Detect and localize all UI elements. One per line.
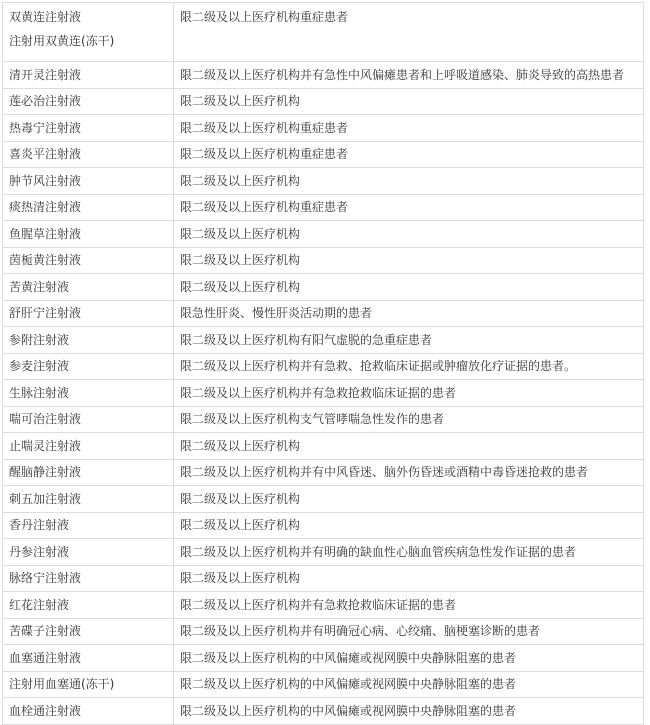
table-row: [3, 115, 644, 142]
table-row: [3, 300, 644, 327]
restriction-cell: 限二级及以上医疗机构并有中风昏迷、脑外伤昏迷或酒精中毒昏迷抢救的患者: [174, 459, 644, 486]
drug-name-cell: 止喘灵注射液: [3, 433, 174, 460]
table-body: [3, 3, 644, 725]
table-row: [3, 380, 644, 407]
drug-name-cell: 喘可治注射液: [3, 406, 174, 433]
drug-name-cell: 苦碟子注射液: [3, 618, 174, 645]
restriction-cell: 限二级及以上医疗机构重症患者: [174, 115, 644, 142]
table-row: [3, 645, 644, 672]
drug-name-cell: 参附注射液: [3, 327, 174, 354]
drug-name-cell: 痰热清注射液: [3, 194, 174, 221]
drug-name-cell: 血栓通注射液: [3, 698, 174, 725]
restriction-cell: 限二级及以上医疗机构: [174, 221, 644, 248]
restriction-cell: 限二级及以上医疗机构并有急救、抢救临床证据或肿瘤放化疗证据的患者。: [174, 353, 644, 380]
drug-name-cell: 醒脑静注射液: [3, 459, 174, 486]
restriction-cell: 限二级及以上医疗机构并有明确的缺血性心脑血管疾病急性发作证据的患者: [174, 539, 644, 566]
table-row: [3, 62, 644, 89]
table-row: [3, 459, 644, 486]
table-row: [3, 618, 644, 645]
restriction-cell: 限二级及以上医疗机构支气管哮喘急性发作的患者: [174, 406, 644, 433]
drug-name-cell: 鱼腥草注射液: [3, 221, 174, 248]
drug-name-cell: 莲必治注射液: [3, 88, 174, 115]
table-row: [3, 671, 644, 698]
drug-name-cell: [3, 3, 174, 62]
restriction-cell: 限二级及以上医疗机构的中风偏瘫或视网膜中央静脉阻塞的患者: [174, 671, 644, 698]
table-row: [3, 698, 644, 725]
restriction-cell: 限二级及以上医疗机构重症患者: [174, 194, 644, 221]
table-row: [3, 168, 644, 195]
restriction-cell: 限二级及以上医疗机构: [174, 168, 644, 195]
drug-name-cell: 生脉注射液: [3, 380, 174, 407]
drug-name-cell: 参麦注射液: [3, 353, 174, 380]
table-row: [3, 88, 644, 115]
drug-name-cell: 茵栀黄注射液: [3, 247, 174, 274]
drug-name-cell: 注射用血塞通(冻干): [3, 671, 174, 698]
drug-name-cell: 清开灵注射液: [3, 62, 174, 89]
drug-name-cell: 刺五加注射液: [3, 486, 174, 513]
drug-name: 注射用双黄连(冻干): [9, 34, 115, 48]
restriction-cell: 限二级及以上医疗机构并有急救抢救临床证据的患者: [174, 592, 644, 619]
drug-name-cell: 热毒宁注射液: [3, 115, 174, 142]
table-row: [3, 194, 644, 221]
table-row: [3, 406, 644, 433]
restriction-cell: 限二级及以上医疗机构重症患者: [174, 141, 644, 168]
restriction-cell: 限二级及以上医疗机构: [174, 247, 644, 274]
drug-name-cell: 脉络宁注射液: [3, 565, 174, 592]
table-row: [3, 3, 644, 62]
table-row: [3, 274, 644, 301]
drug-name-cell: 丹参注射液: [3, 539, 174, 566]
table-row: [3, 353, 644, 380]
restriction-cell: 限二级及以上医疗机构并有急救抢救临床证据的患者: [174, 380, 644, 407]
table-row: [3, 247, 644, 274]
table-row: [3, 221, 644, 248]
restriction-cell: 限二级及以上医疗机构的中风偏瘫或视网膜中央静脉阻塞的患者: [174, 698, 644, 725]
table-row: [3, 565, 644, 592]
restriction-cell: 限二级及以上医疗机构: [174, 486, 644, 513]
restriction-cell: 限二级及以上医疗机构: [174, 274, 644, 301]
drug-name-cell: 红花注射液: [3, 592, 174, 619]
drug-name-cell: 舒肝宁注射液: [3, 300, 174, 327]
restriction-cell: 限二级及以上医疗机构有阳气虚脱的急重症患者: [174, 327, 644, 354]
drug-name-cell: 血塞通注射液: [3, 645, 174, 672]
table-row: [3, 141, 644, 168]
drug-name-cell: 香丹注射液: [3, 512, 174, 539]
table-row: [3, 486, 644, 513]
restriction-cell: 限二级及以上医疗机构: [174, 512, 644, 539]
drug-restriction-table: [2, 2, 644, 725]
drug-name-cell: 喜炎平注射液: [3, 141, 174, 168]
drug-name-cell: 苦黄注射液: [3, 274, 174, 301]
table-row: [3, 539, 644, 566]
restriction-cell: 限二级及以上医疗机构重症患者: [174, 3, 644, 62]
table-row: [3, 433, 644, 460]
restriction-cell: 限急性肝炎、慢性肝炎活动期的患者: [174, 300, 644, 327]
restriction-cell: 限二级及以上医疗机构并有急性中风偏瘫患者和上呼吸道感染、肺炎导致的高热患者: [174, 62, 644, 89]
restriction-cell: 限二级及以上医疗机构: [174, 88, 644, 115]
table-row: [3, 592, 644, 619]
restriction-cell: 限二级及以上医疗机构: [174, 565, 644, 592]
restriction-cell: 限二级及以上医疗机构并有明确冠心病、心绞痛、脑梗塞诊断的患者: [174, 618, 644, 645]
drug-name-cell: 肿节风注射液: [3, 168, 174, 195]
restriction-cell: 限二级及以上医疗机构的中风偏瘫或视网膜中央静脉阻塞的患者: [174, 645, 644, 672]
table-row: [3, 327, 644, 354]
restriction-cell: 限二级及以上医疗机构: [174, 433, 644, 460]
drug-name: 双黄连注射液: [9, 10, 82, 24]
table-row: [3, 512, 644, 539]
